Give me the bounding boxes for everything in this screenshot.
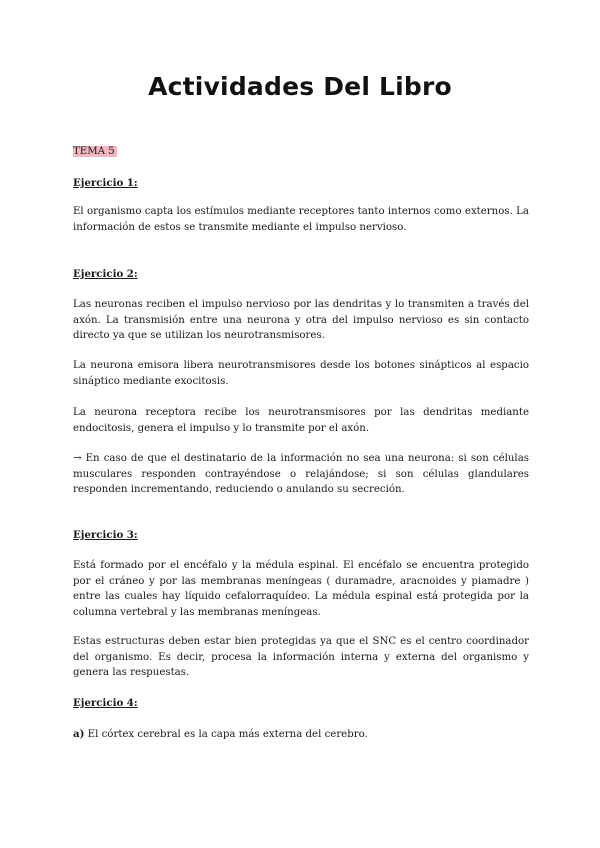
page-title: Actividades Del Libro bbox=[148, 72, 452, 101]
exercise-3-heading: Ejercicio 3: bbox=[73, 529, 138, 541]
exercise-4-heading: Ejercicio 4: bbox=[73, 697, 138, 709]
exercise-1-paragraph-1: El organismo capta los estímulos mediante receptores tanto internos como externos. La información de estos se transmite mediante el impulso nervioso. bbox=[73, 206, 529, 233]
exercise-2-paragraph-3: La neurona receptora recibe los neurotransmisores por las dendritas mediante endocitosis, genera el impulso y lo transmite por el axón. bbox=[73, 407, 529, 434]
exercise-3-paragraph-1: Está formado por el encéfalo y la médula espinal. El encéfalo se encuentra protegido por el cráneo y por las membranas meníngeas ( duramadre, aracnoides y piamadre ) entre las cuales hay líquido cefalorraquídeo. La médula espinal está protegida por la columna vertebral y las membranas meníngeas. bbox=[73, 560, 529, 618]
item-marker: a) bbox=[73, 728, 85, 740]
exercise-2-paragraph-2: La neurona emisora libera neurotransmisores desde los botones sinápticos al espacio sináptico mediante exocitosis. bbox=[73, 360, 529, 387]
exercise-2-paragraph-1: Las neuronas reciben el impulso nervioso por las dendritas y lo transmiten a través del axón. La transmisión entre una neurona y otra del impulso nervioso es sin contacto directo ya que se utilizan los neurotransmisores. bbox=[73, 299, 529, 341]
exercise-2-heading: Ejercicio 2: bbox=[73, 268, 138, 280]
item-text: El córtex cerebral es la capa más externa del cerebro. bbox=[87, 729, 368, 740]
topic-tag-line bbox=[73, 144, 529, 160]
topic-tag: TEMA 5 bbox=[73, 146, 115, 157]
exercise-4-item-a bbox=[73, 727, 529, 743]
exercise-2-paragraph-4: → En caso de que el destinatario de la información no sea una neurona: si son células musculares responden contrayéndose o relajándose; si son células glandulares responden incrementando, reduciendo o anulando su secreción. bbox=[73, 453, 529, 495]
exercise-1-heading: Ejercicio 1: bbox=[73, 177, 138, 189]
exercise-3-paragraph-2: Estas estructuras deben estar bien protegidas ya que el SNC es el centro coordinador del organismo. Es decir, procesa la información interna y externa del organismo y genera las respuestas. bbox=[73, 636, 529, 678]
